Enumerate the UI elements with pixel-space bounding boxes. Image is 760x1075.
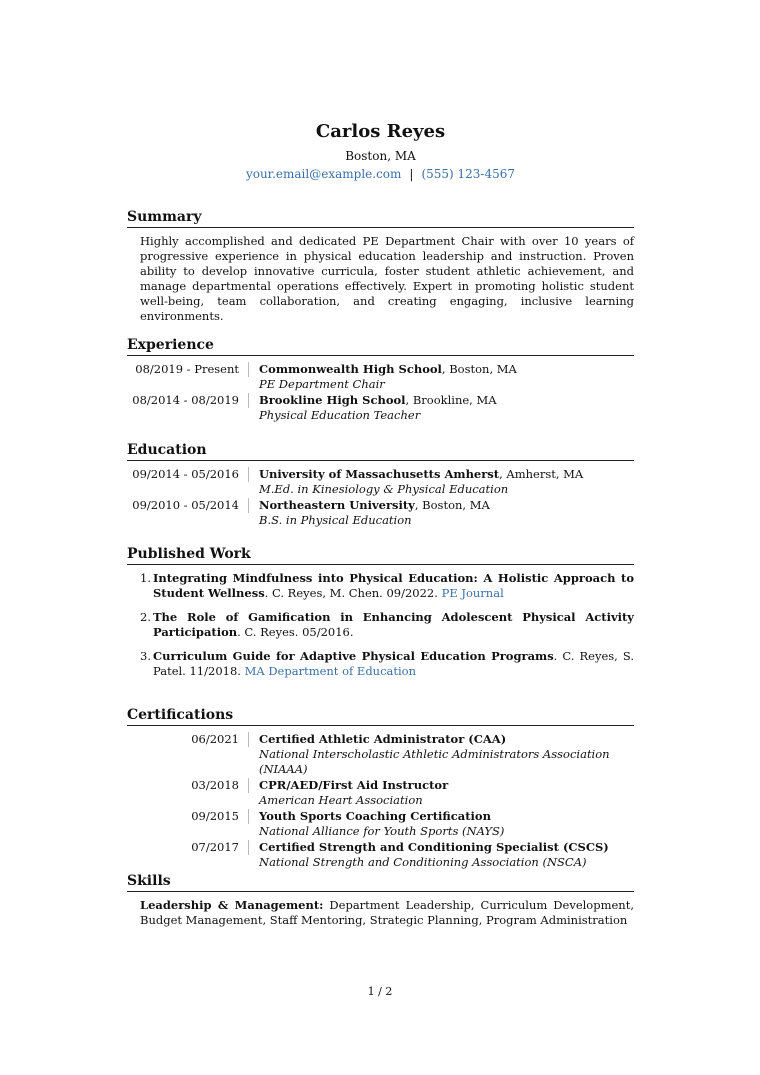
skills-line [140, 898, 634, 928]
certification-issuer: National Interscholastic Athletic Administrators Association (NIAAA) [259, 747, 610, 776]
section-title: Experience [127, 337, 634, 356]
publication-number: 2. [140, 610, 151, 624]
skills-section [127, 873, 634, 928]
email-link[interactable]: your.email@example.com [245, 167, 402, 181]
page-number: 1 / 2 [367, 985, 393, 998]
entry-date: 09/2015 [127, 809, 249, 824]
section-title: Summary [127, 209, 634, 228]
certification-issuer: National Alliance for Youth Sports (NAYS) [259, 824, 505, 838]
education-section [127, 442, 634, 529]
section-title: Published Work [127, 546, 634, 565]
published-section [127, 546, 634, 688]
entry-place: , Boston, MA [441, 362, 517, 376]
skills-label: Leadership & Management: [140, 898, 324, 912]
publication-title: Integrating Mindfulness into Physical Education: A Holistic Approach to Student Wellness [153, 571, 634, 600]
publication-details: . C. Reyes. 05/2016. [237, 625, 354, 639]
entry-role: Physical Education Teacher [259, 408, 421, 422]
entry-org: Brookline High School [259, 393, 406, 407]
experience-entry [127, 362, 634, 392]
publication-title: The Role of Gamification in Enhancing Adolescent Physical Activity Participation [153, 610, 634, 639]
contact-line [127, 167, 634, 181]
entry-date: 09/2010 - 05/2014 [127, 498, 249, 513]
entry-place: , Boston, MA [414, 498, 490, 512]
entry-role: PE Department Chair [259, 377, 385, 391]
certification-name: CPR/AED/First Aid Instructor [259, 778, 449, 792]
entry-place: , Amherst, MA [499, 467, 584, 481]
phone-link[interactable]: (555) 123-4567 [421, 167, 516, 181]
publication-details: . C. Reyes, S. Patel. 11/2018. [153, 649, 634, 678]
skills-text: Department Leadership, Curriculum Development, Budget Management, Staff Mentoring, Strategic Planning, Program Administration [140, 898, 634, 927]
education-entry [127, 467, 634, 497]
certification-entry [127, 732, 634, 777]
publication-number: 1. [140, 571, 151, 585]
certification-issuer: American Heart Association [259, 793, 423, 807]
certification-name: Certified Athletic Administrator (CAA) [259, 732, 507, 746]
entry-date: 06/2021 [127, 732, 249, 747]
candidate-name: Carlos Reyes [315, 121, 446, 142]
publication-item [140, 649, 634, 679]
section-title: Education [127, 442, 634, 461]
experience-section [127, 337, 634, 424]
certification-entry [127, 809, 634, 839]
publication-item [140, 610, 634, 640]
entry-org: Commonwealth High School [259, 362, 442, 376]
summary-section [127, 209, 634, 324]
candidate-location: Boston, MA [345, 149, 416, 163]
entry-date: 07/2017 [127, 840, 249, 855]
entry-place: , Brookline, MA [405, 393, 497, 407]
summary-text: Highly accomplished and dedicated PE Department Chair with over 10 years of progressive experience in physical education leadership and instruction. Proven ability to develop innovative curricula, foster student athletic achievement, and manage departmental operations effectively. Expert in promoting holistic student well-being, team collaboration, and creating engaging, inclusive learning environments. [140, 234, 634, 323]
publication-link[interactable]: PE Journal [441, 586, 504, 600]
certification-name: Certified Strength and Conditioning Specialist (CSCS) [259, 840, 609, 854]
certification-entry [127, 840, 634, 870]
entry-date: 08/2019 - Present [127, 362, 249, 377]
entry-degree: M.Ed. in Kinesiology & Physical Education [259, 482, 509, 496]
entry-org: Northeastern University [259, 498, 415, 512]
publication-link[interactable]: MA Department of Education [244, 664, 417, 678]
publication-details: . C. Reyes, M. Chen. 09/2022. [264, 586, 442, 600]
entry-date: 09/2014 - 05/2016 [127, 467, 249, 482]
publication-number: 3. [140, 649, 151, 663]
publication-title: Curriculum Guide for Adaptive Physical Education Programs [153, 649, 554, 663]
contact-separator: | [409, 167, 414, 181]
education-entry [127, 498, 634, 528]
section-title: Certifications [127, 707, 634, 726]
entry-org: University of Massachusetts Amherst [259, 467, 500, 481]
certification-issuer: National Strength and Conditioning Association (NSCA) [259, 855, 587, 869]
publication-item [140, 571, 634, 601]
entry-degree: B.S. in Physical Education [259, 513, 412, 527]
experience-entry [127, 393, 634, 423]
entry-date: 03/2018 [127, 778, 249, 793]
entry-date: 08/2014 - 08/2019 [127, 393, 249, 408]
section-title: Skills [127, 873, 634, 892]
certification-name: Youth Sports Coaching Certification [259, 809, 491, 823]
certification-entry [127, 778, 634, 808]
certifications-section [127, 707, 634, 871]
